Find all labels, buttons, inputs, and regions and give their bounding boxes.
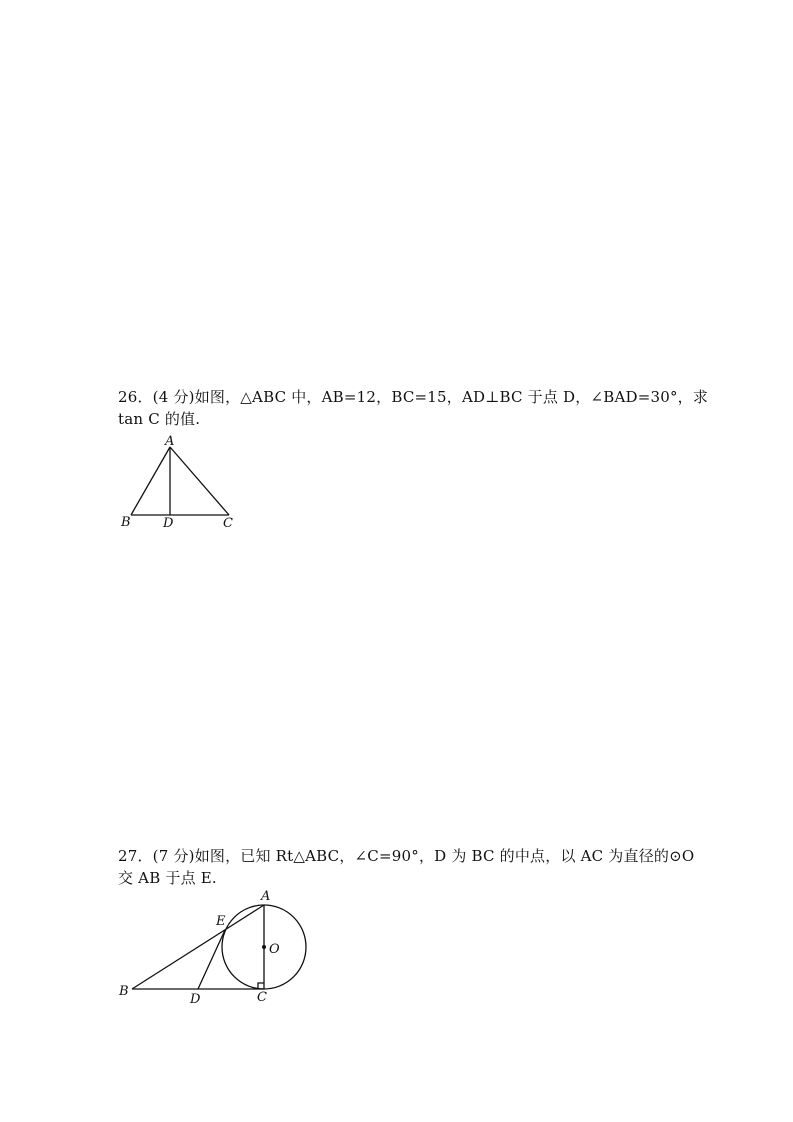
label-c: C: [223, 516, 233, 531]
question-27-line-2: 交 AB 于点 E.: [118, 869, 217, 887]
side-ab: [132, 905, 264, 989]
question-26-text: [118, 386, 718, 430]
label-c: C: [257, 990, 267, 1005]
label-b: B: [119, 984, 129, 999]
question-27-text: [118, 845, 718, 889]
question-26-line-1: 26．(4 分)如图，△ABC 中，AB=12，BC=15，AD⊥BC 于点 D，∠BAD=30°，求: [118, 388, 709, 406]
triangle-abc-figure: [110, 430, 250, 535]
label-a: A: [261, 889, 271, 904]
label-o: O: [269, 942, 280, 957]
label-a: A: [165, 434, 175, 449]
question-26-line-2: tan C 的值.: [118, 410, 201, 428]
label-b: B: [121, 515, 131, 530]
center-point-o: [262, 945, 266, 949]
label-d: D: [163, 516, 174, 531]
label-d: D: [190, 992, 201, 1007]
right-triangle-circle-figure: [110, 885, 320, 1010]
label-e: E: [216, 914, 226, 929]
side-ac: [170, 447, 229, 515]
side-ab: [131, 447, 170, 515]
question-27-line-1: 27．(7 分)如图，已知 Rt△ABC，∠C=90°，D 为 BC 的中点，以 AC 为直径的⊙O: [118, 847, 695, 865]
